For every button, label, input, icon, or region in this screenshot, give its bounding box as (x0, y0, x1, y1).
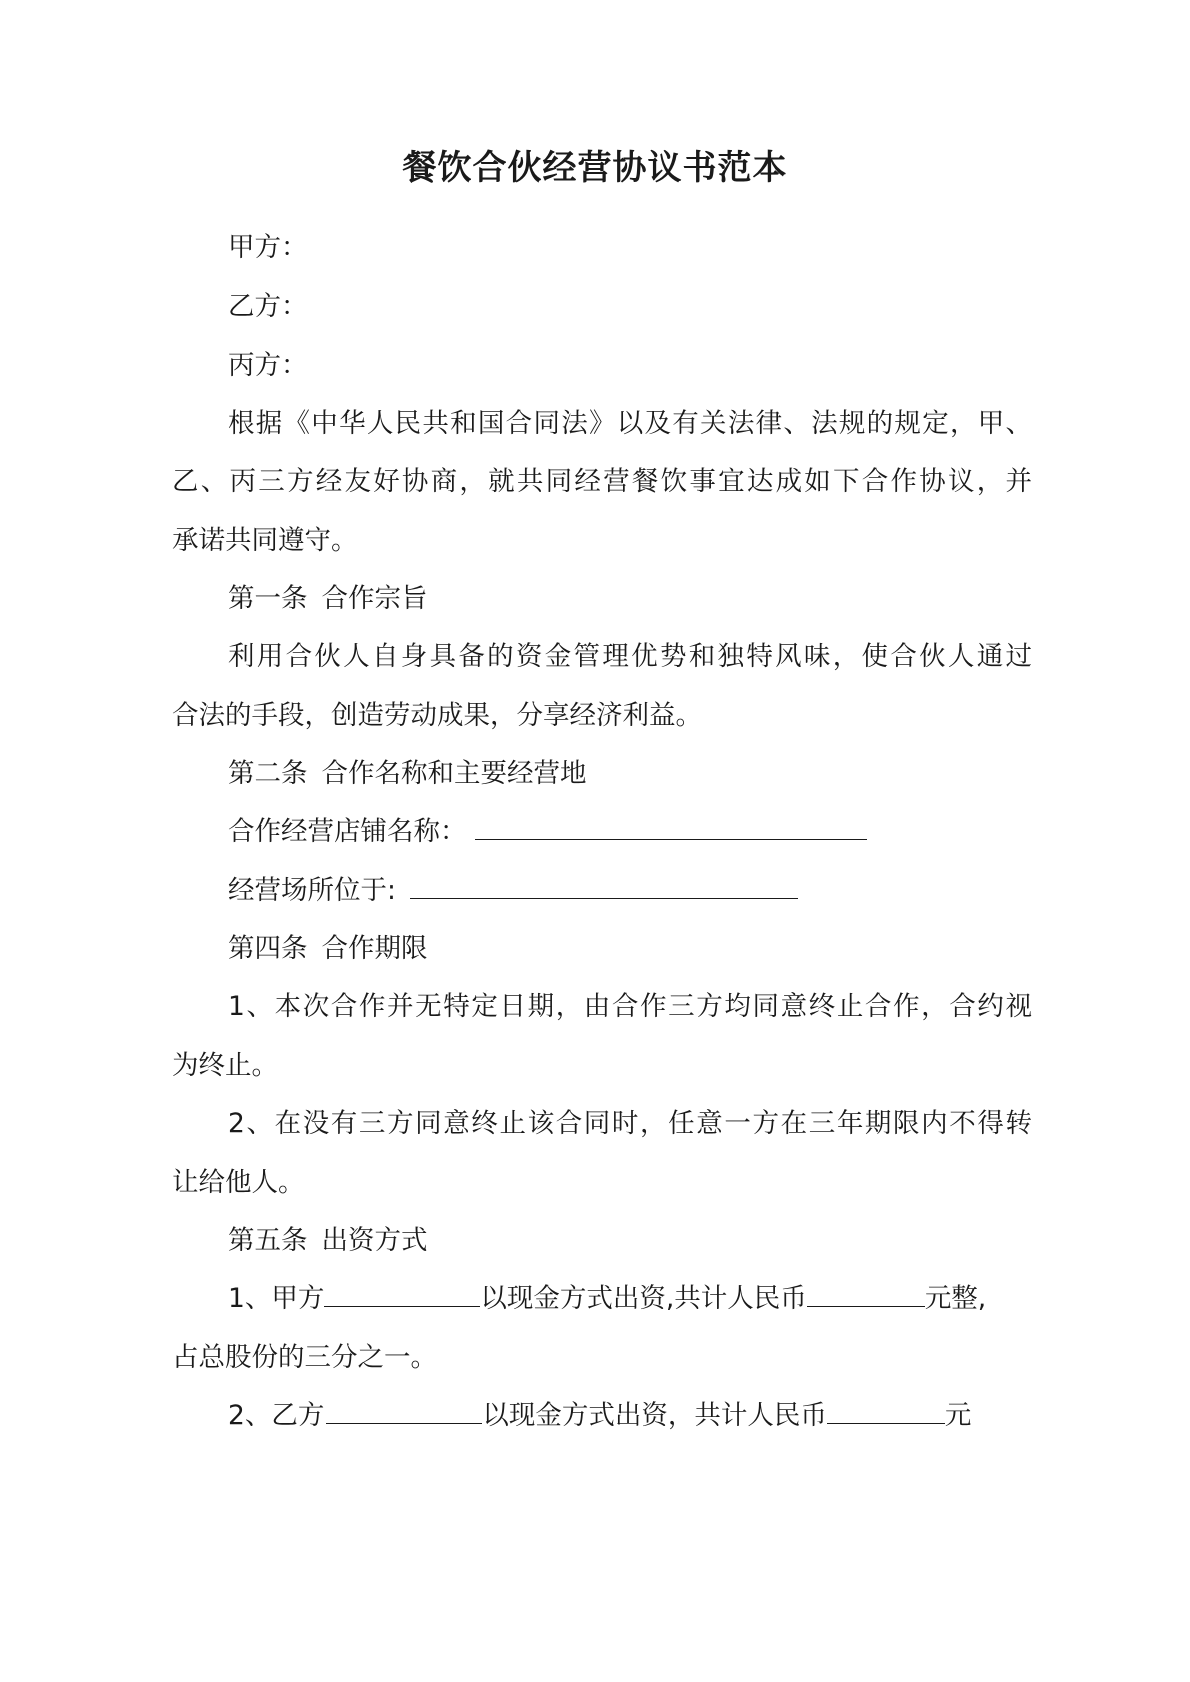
article-4-item-2-line-1: 2、在没有三方同意终止该合同时，任意一方在三年期限内不得转 (228, 1108, 1032, 1139)
item-1-mid: 以现金方式出资,共计人民币 (480, 1283, 807, 1314)
item-1-suffix: 元整, (924, 1283, 987, 1314)
party-c-label: 丙方： (228, 350, 308, 381)
party-b-name-blank[interactable] (326, 1397, 482, 1424)
document-title: 餐饮合伙经营协议书范本 (402, 148, 788, 188)
item-2-mid: 以现金方式出资，共计人民币 (482, 1400, 827, 1431)
article-4-heading (228, 929, 1032, 969)
party-a-amount-blank[interactable] (807, 1280, 925, 1307)
store-name-row (228, 812, 1032, 852)
item-2-suffix: 元 (944, 1400, 972, 1431)
article-5-item-1-line-2: 占总股份的三分之一。 (172, 1342, 437, 1373)
item-2-prefix: 2、乙方 (228, 1400, 325, 1431)
article-4-title: 合作期限 (321, 933, 428, 964)
article-1-heading (228, 579, 1032, 619)
article-5-title: 出资方式 (321, 1225, 428, 1256)
article-5-number: 第五条 (228, 1225, 308, 1256)
party-a-name-blank[interactable] (324, 1280, 480, 1307)
article-2-heading (228, 754, 1032, 794)
article-5-item-1-line-1 (228, 1279, 1032, 1319)
article-4-number: 第四条 (228, 933, 308, 964)
article-2-title: 合作名称和主要经营地 (321, 758, 587, 789)
article-1-body-line-2: 合法的手段，创造劳动成果，分享经济利益。 (172, 700, 702, 731)
item-1-prefix: 1、甲方 (228, 1283, 325, 1314)
article-2-number: 第二条 (228, 758, 308, 789)
preamble-line-1: 根据《中华人民共和国合同法》以及有关法律、法规的规定，甲、 (228, 408, 1032, 439)
article-4-item-1-line-2: 为终止。 (172, 1050, 278, 1081)
article-1-title: 合作宗旨 (321, 583, 428, 614)
party-b-amount-blank[interactable] (827, 1397, 945, 1424)
party-a-label: 甲方： (228, 232, 308, 263)
article-4-item-1-line-1: 1、本次合作并无特定日期，由合作三方均同意终止合作，合约视 (228, 991, 1032, 1022)
article-5-item-2-line-1 (228, 1396, 1032, 1436)
party-b-label: 乙方： (228, 291, 308, 322)
location-blank[interactable] (410, 872, 798, 899)
store-name-label: 合作经营店铺名称： (228, 816, 467, 847)
article-1-body-line-1: 利用合伙人自身具备的资金管理优势和独特风味，使合伙人通过 (228, 641, 1032, 672)
location-label: 经营场所位于: (228, 875, 396, 906)
article-4-item-2-line-2: 让给他人。 (172, 1167, 305, 1198)
store-name-blank[interactable] (475, 813, 867, 840)
article-5-heading (228, 1221, 1032, 1261)
preamble-line-2: 乙、丙三方经友好协商，就共同经营餐饮事宜达成如下合作协议，并 (172, 466, 1032, 497)
preamble-line-3: 承诺共同遵守。 (172, 525, 358, 556)
location-row (228, 871, 1032, 911)
article-1-number: 第一条 (228, 583, 308, 614)
